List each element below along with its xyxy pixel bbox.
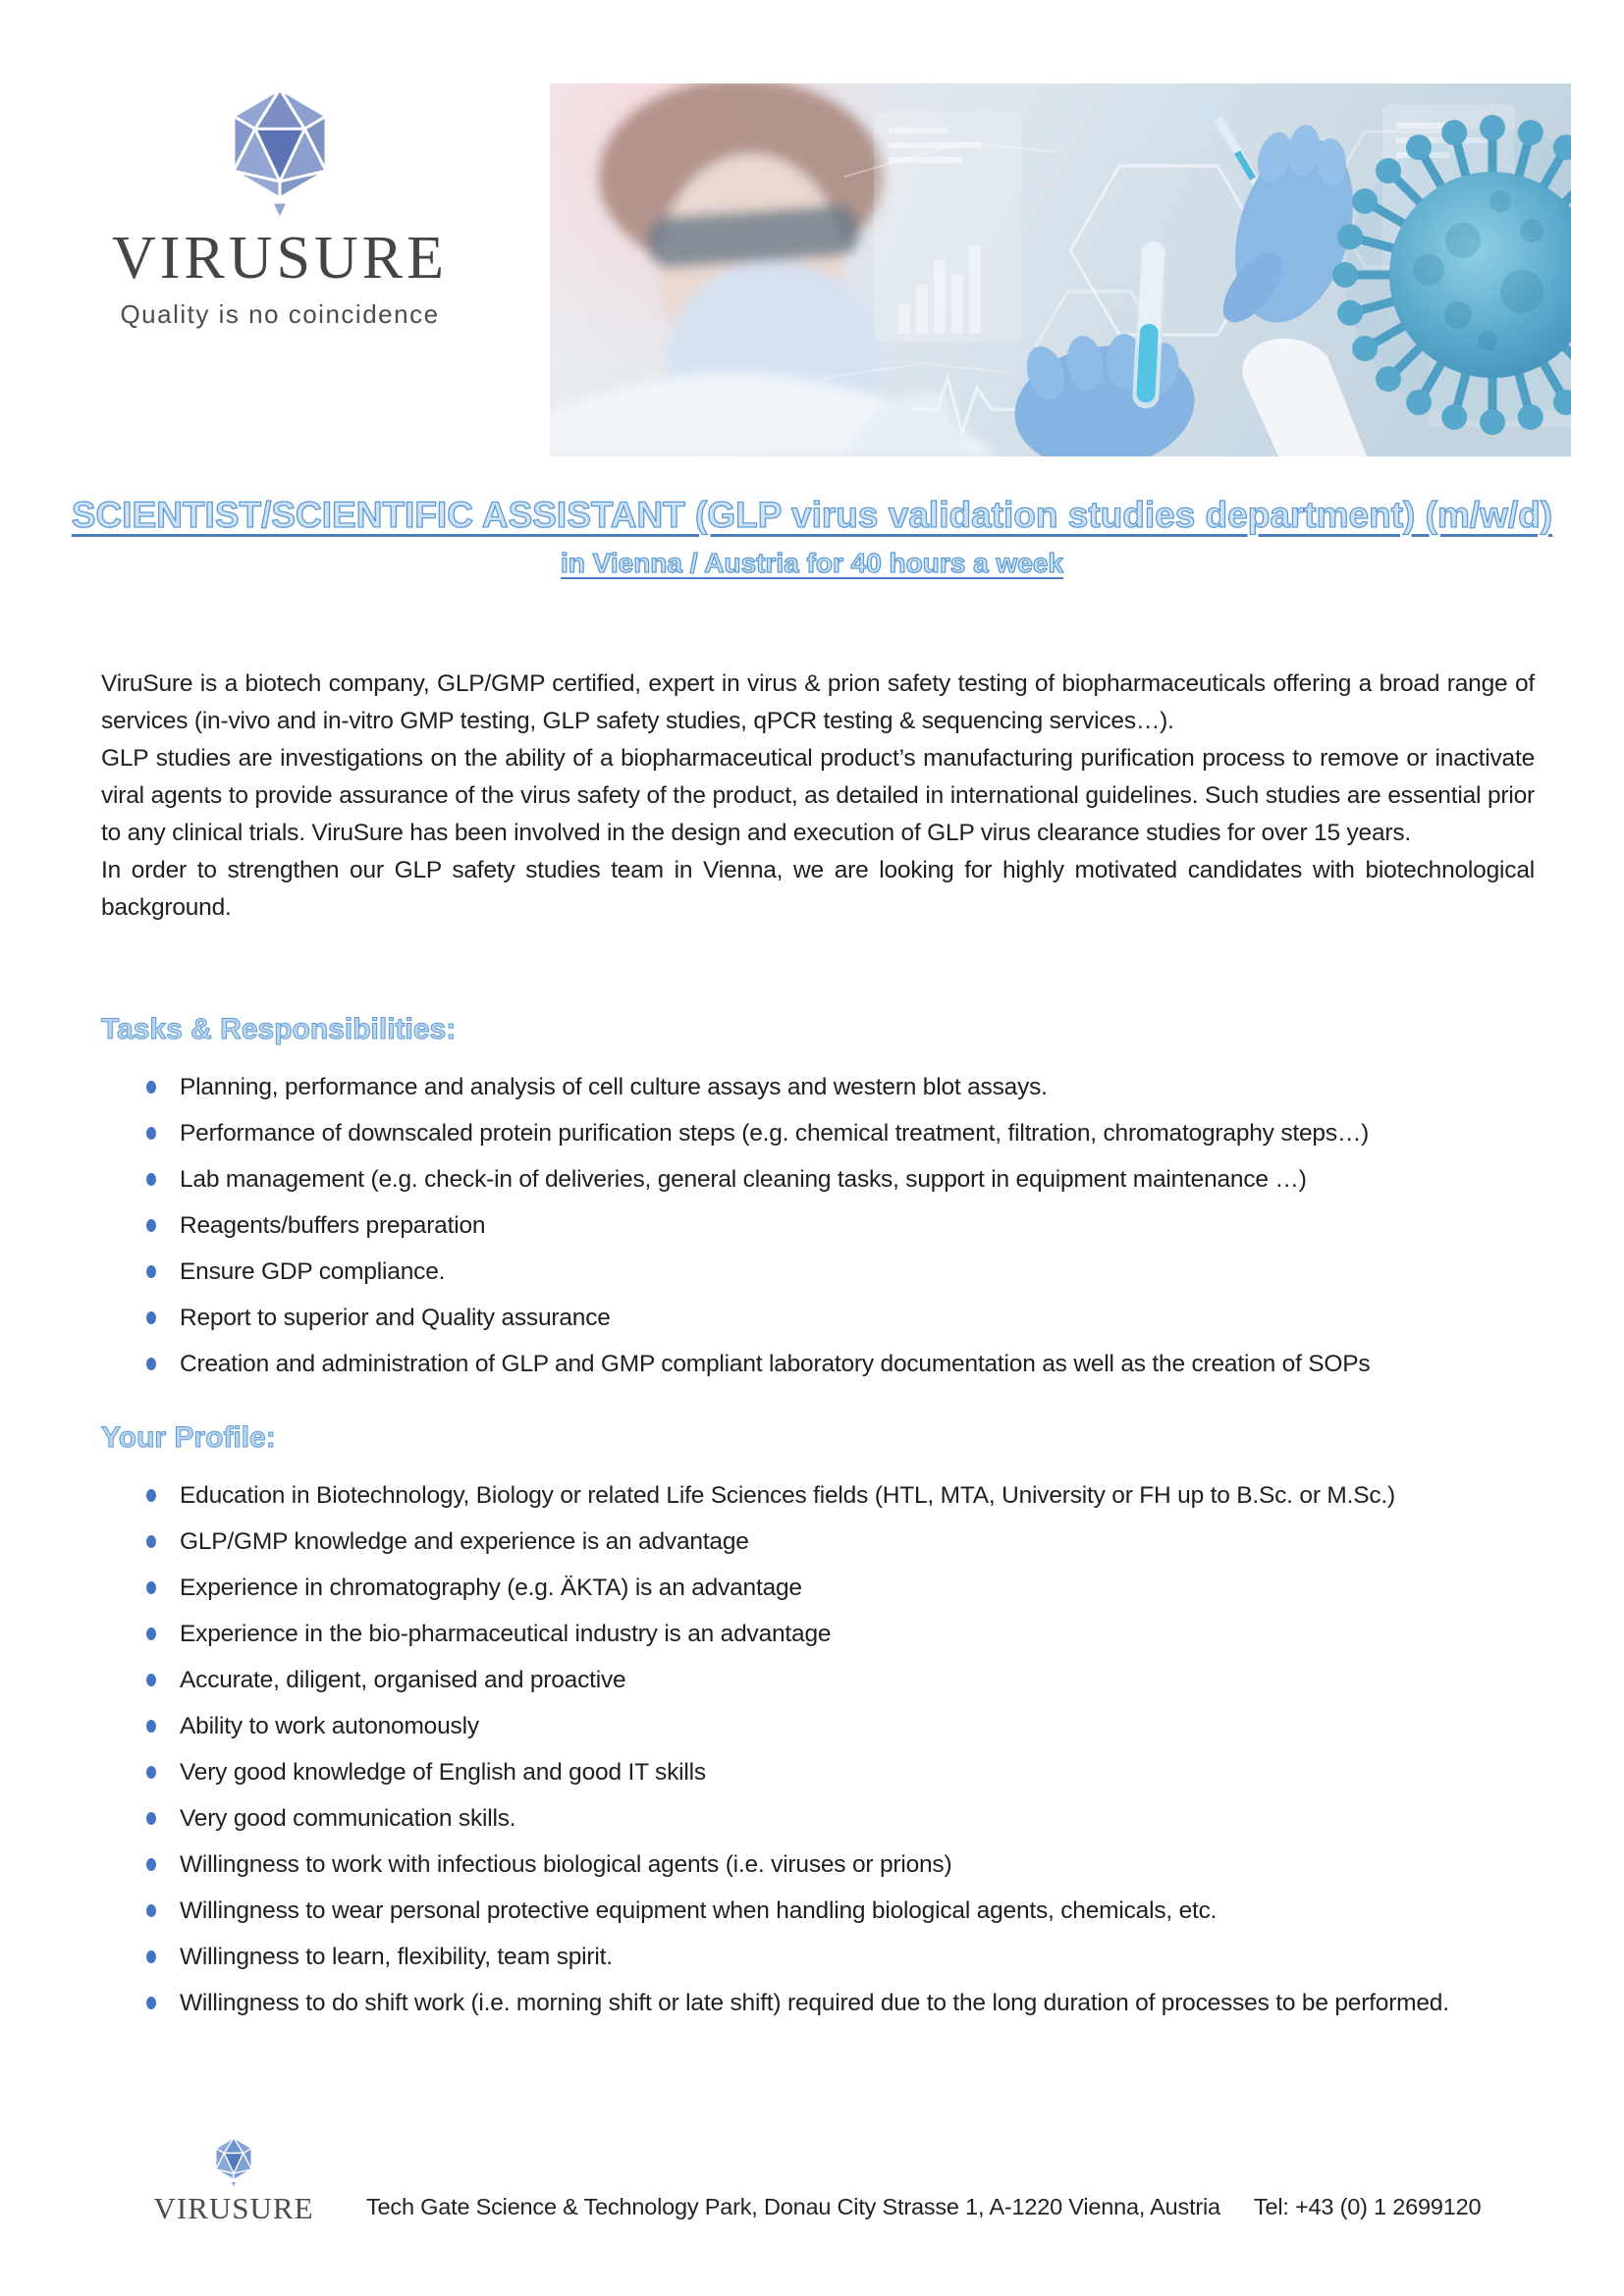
job-title: SCIENTIST/SCIENTIFIC ASSISTANT (GLP virus validation studies department) (m/w/d) bbox=[71, 495, 1553, 535]
footer-phone: Tel: +43 (0) 1 2699120 bbox=[1253, 2194, 1482, 2219]
profile-list-item bbox=[101, 1980, 1535, 2026]
footer bbox=[145, 2136, 1520, 2226]
task-list-item bbox=[101, 1110, 1535, 1156]
task-item-text: Report to superior and Quality assurance bbox=[180, 1305, 611, 1331]
profile-item-text: Ability to work autonomously bbox=[180, 1713, 479, 1739]
bullet-icon bbox=[146, 1489, 156, 1502]
task-list-item bbox=[101, 1064, 1535, 1110]
profile-section bbox=[101, 1419, 1535, 2026]
intro-section bbox=[101, 666, 1535, 927]
bullet-icon bbox=[146, 1812, 156, 1825]
bullet-icon bbox=[146, 1628, 156, 1640]
footer-logo bbox=[145, 2136, 322, 2226]
footer-address-line bbox=[366, 2194, 1481, 2226]
bullet-icon bbox=[146, 1720, 156, 1733]
profile-list-item bbox=[101, 1934, 1535, 1980]
profile-item-text: Willingness to learn, flexibility, team spirit. bbox=[180, 1944, 613, 1970]
task-item-text: Lab management (e.g. check-in of deliveries, general cleaning tasks, support in equipment maintenance …) bbox=[180, 1166, 1307, 1193]
task-list-item bbox=[101, 1341, 1535, 1387]
profile-list-item bbox=[101, 1888, 1535, 1934]
task-item-text: Creation and administration of GLP and GMP compliant laboratory documentation as well as the creation of SOPs bbox=[180, 1351, 1371, 1377]
job-title-block bbox=[39, 493, 1585, 581]
task-list-item bbox=[101, 1249, 1535, 1295]
profile-item-text: Very good knowledge of English and good IT skills bbox=[180, 1759, 706, 1786]
profile-item-text: Experience in the bio-pharmaceutical industry is an advantage bbox=[180, 1621, 832, 1647]
bullet-icon bbox=[146, 1997, 156, 2009]
header-banner-image bbox=[550, 83, 1571, 456]
profile-item-text: Education in Biotechnology, Biology or related Life Sciences fields (HTL, MTA, University or FH up to B.Sc. or M.Sc.) bbox=[180, 1482, 1395, 1509]
bullet-icon bbox=[146, 1858, 156, 1871]
task-item-text: Reagents/buffers preparation bbox=[180, 1212, 486, 1239]
profile-list-item bbox=[101, 1842, 1535, 1888]
bullet-icon bbox=[146, 1311, 156, 1324]
bullet-icon bbox=[146, 1358, 156, 1370]
task-item-text: Ensure GDP compliance. bbox=[180, 1258, 446, 1285]
icosahedron-logo-icon bbox=[222, 84, 338, 222]
icosahedron-logo-icon-small bbox=[211, 2136, 256, 2189]
logo-tagline: Quality is no coincidence bbox=[120, 299, 440, 329]
profile-list-item bbox=[101, 1795, 1535, 1842]
bullet-icon bbox=[146, 1674, 156, 1686]
footer-logo-wordmark: VIRUSURE bbox=[153, 2191, 314, 2225]
task-list-item bbox=[101, 1202, 1535, 1249]
profile-item-text: Accurate, diligent, organised and proactive bbox=[180, 1667, 626, 1693]
intro-paragraph-2: GLP studies are investigations on the ability of a biopharmaceutical product’s manufacturing purification process to remove or inactivate viral agents to provide assurance of the virus safety of the product, as detailed in international guidelines. Such studies are essential prior to any clinical trials. ViruSure has been involved in the design and execution of GLP virus clearance studies for over 15 years. bbox=[101, 745, 1535, 846]
profile-list-item bbox=[101, 1611, 1535, 1657]
profile-item-text: Willingness to do shift work (i.e. morning shift or late shift) required due to the long duration of processes to be performed. bbox=[180, 1990, 1449, 2016]
profile-heading: Your Profile: bbox=[101, 1421, 276, 1454]
profile-item-text: Willingness to work with infectious biological agents (i.e. viruses or prions) bbox=[180, 1851, 952, 1878]
task-list-item bbox=[101, 1156, 1535, 1202]
bullet-icon bbox=[146, 1265, 156, 1278]
company-logo bbox=[69, 84, 491, 330]
profile-list-item bbox=[101, 1519, 1535, 1565]
tasks-heading: Tasks & Responsibilities: bbox=[101, 1013, 457, 1045]
tasks-list bbox=[101, 1064, 1535, 1387]
bullet-icon bbox=[146, 1535, 156, 1548]
intro-paragraph-3: In order to strengthen our GLP safety studies team in Vienna, we are looking for highly motivated candidates with biotechnological background. bbox=[101, 857, 1535, 921]
profile-item-text: Experience in chromatography (e.g. ÄKTA) is an advantage bbox=[180, 1575, 802, 1601]
profile-list-item bbox=[101, 1565, 1535, 1611]
profile-list-item bbox=[101, 1749, 1535, 1795]
intro-paragraph-1: ViruSure is a biotech company, GLP/GMP certified, expert in virus & prion safety testing of biopharmaceuticals offering a broad range of services (in-vivo and in-vitro GMP testing, GLP safety studies, qPCR testing & sequencing services…). bbox=[101, 670, 1535, 734]
profile-list bbox=[101, 1472, 1535, 2026]
bullet-icon bbox=[146, 1081, 156, 1094]
task-item-text: Performance of downscaled protein purification steps (e.g. chemical treatment, filtration, chromatography steps…) bbox=[180, 1120, 1370, 1147]
bullet-icon bbox=[146, 1127, 156, 1140]
bullet-icon bbox=[146, 1950, 156, 1963]
task-item-text: Planning, performance and analysis of cell culture assays and western blot assays. bbox=[180, 1074, 1048, 1100]
profile-item-text: GLP/GMP knowledge and experience is an advantage bbox=[180, 1528, 749, 1555]
tasks-section bbox=[101, 1011, 1535, 1387]
profile-list-item bbox=[101, 1472, 1535, 1519]
task-list-item bbox=[101, 1295, 1535, 1341]
bullet-icon bbox=[146, 1173, 156, 1186]
bullet-icon bbox=[146, 1904, 156, 1917]
bullet-icon bbox=[146, 1219, 156, 1232]
profile-list-item bbox=[101, 1703, 1535, 1749]
profile-item-text: Willingness to wear personal protective equipment when handling biological agents, chemicals, etc. bbox=[180, 1897, 1218, 1924]
logo-wordmark: VIRUSURE bbox=[111, 225, 449, 292]
bullet-icon bbox=[146, 1581, 156, 1594]
job-subtitle: in Vienna / Austria for 40 hours a week bbox=[561, 548, 1063, 578]
footer-address: Tech Gate Science & Technology Park, Donau City Strasse 1, A-1220 Vienna, Austria bbox=[366, 2194, 1220, 2219]
profile-item-text: Very good communication skills. bbox=[180, 1805, 516, 1832]
profile-list-item bbox=[101, 1657, 1535, 1703]
bullet-icon bbox=[146, 1766, 156, 1779]
